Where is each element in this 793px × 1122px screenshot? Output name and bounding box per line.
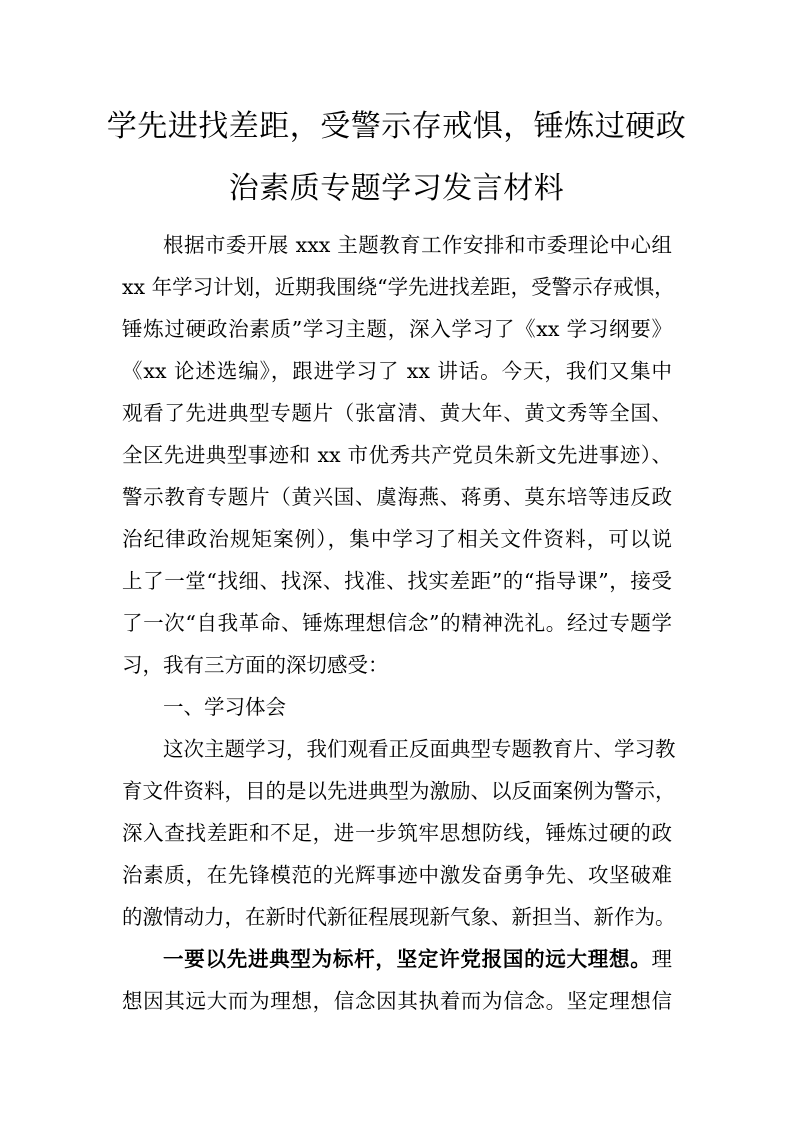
point-one-bold-statement: 一要以先进典型为标杆，坚定许党报国的远大理想。 (163, 947, 652, 971)
section-line-3: 深入查找差距和不足，进一步筑牢思想防线，锤炼过硬的政 (122, 821, 672, 845)
section-line-4: 治素质，在先锋模范的光辉事迹中激发奋勇争先、攻坚破难 (122, 863, 672, 887)
intro-line-9: 上了一堂“找细、找深、找准、找实差距”的“指导课”，接受 (122, 569, 672, 593)
intro-line-1: 根据市委开展 xxx 主题教育工作安排和市委理论中心组 (163, 233, 672, 257)
point-one-line-2: 想因其远大而为理想，信念因其执着而为信念。坚定理想信 (122, 989, 672, 1013)
intro-line-4: 《xx 论述选编》，跟进学习了 xx 讲话。今天，我们又集中 (122, 359, 672, 383)
intro-line-3: 锤炼过硬政治素质”学习主题，深入学习了《xx 学习纲要》 (122, 317, 672, 341)
document-title-line-2: 治素质专题学习发言材料 (228, 171, 565, 206)
intro-line-5: 观看了先进典型专题片（张富清、黄大年、黄文秀等全国、 (122, 401, 672, 425)
section-line-2: 育文件资料，目的是以先进典型为激励、以反面案例为警示， (122, 779, 676, 803)
section-line-1: 这次主题学习，我们观看正反面典型专题教育片、学习教 (163, 737, 676, 761)
intro-line-10: 了一次“自我革命、锤炼理想信念”的精神洗礼。经过专题学 (122, 611, 672, 635)
point-one-continuation: 理 (651, 947, 672, 971)
section-line-5: 的激情动力，在新时代新征程展现新气象、新担当、新作为。 (122, 905, 676, 929)
document-title-line-1: 学先进找差距，受警示存戒惧，锤炼过硬政 (106, 109, 687, 144)
section-heading: 一、学习体会 (163, 695, 286, 719)
intro-line-7: 警示教育专题片（黄兴国、虞海燕、蒋勇、莫东培等违反政 (122, 485, 672, 509)
intro-line-8: 治纪律政治规矩案例），集中学习了相关文件资料，可以说 (122, 527, 672, 551)
intro-line-11: 习，我有三方面的深切感受： (122, 653, 389, 677)
intro-line-2: xx 年学习计划，近期我围绕“学先进找差距，受警示存戒惧， (122, 275, 675, 299)
point-one-first-line (163, 947, 672, 971)
intro-line-6: 全区先进典型事迹和 xx 市优秀共产党员朱新文先进事迹）、 (122, 443, 672, 467)
